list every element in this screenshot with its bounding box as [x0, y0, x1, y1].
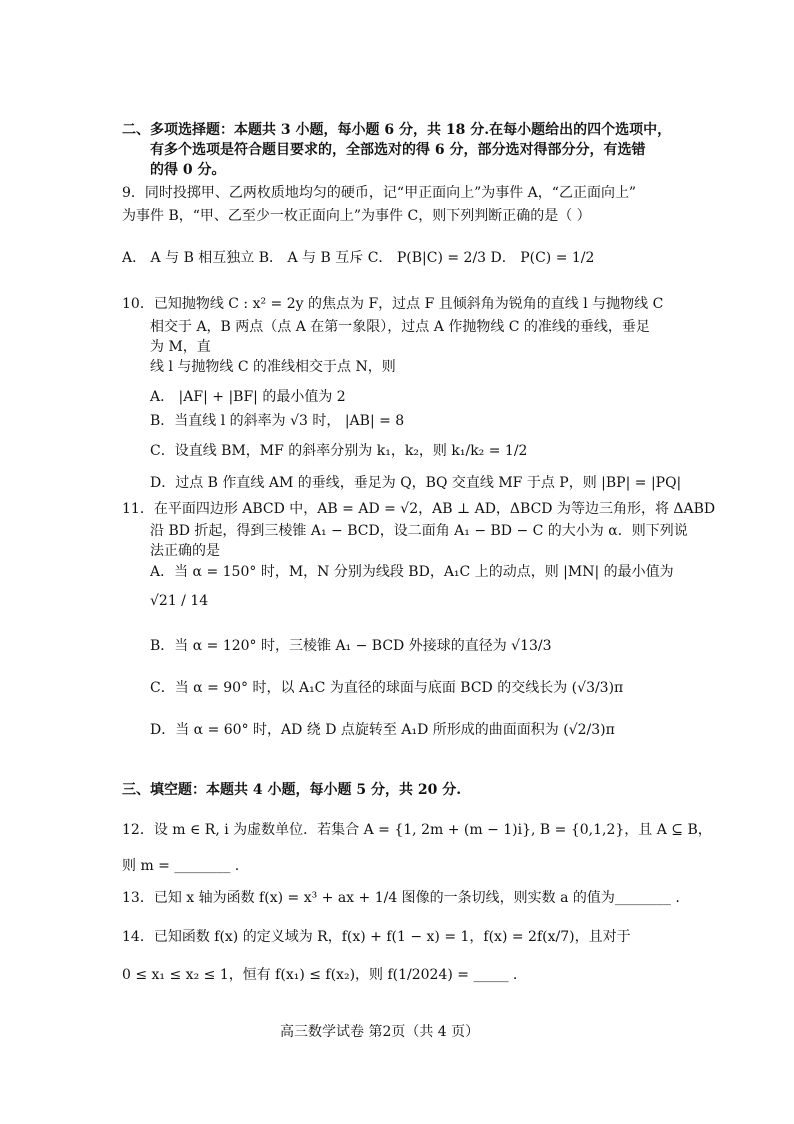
- question-11-option-a-line-1: A．当 α = 150° 时，M，N 分别为线段 BD，A₁C 上的动点，则 |MN| 的最小值为: [150, 564, 674, 580]
- section-2-header-line-1: 二、多项选择题：本题共 3 小题，每小题 6 分，共 18 分.在每小题给出的四个选项中，: [122, 122, 672, 138]
- question-14-line-1: 14．已知函数 f(x) 的定义域为 R，f(x) + f(1 − x) = 1，f(x) = 2f(x/7)，且对于: [122, 929, 631, 945]
- question-9-line-1: 9．同时投掷甲、乙两枚质地均匀的硬币，记“甲正面向上”为事件 A，“乙正面向上”: [122, 185, 637, 201]
- page-footer: 高三数学试卷 第2页（共 4 页）: [280, 1024, 480, 1040]
- question-10-option-d: D．过点 B 作直线 AM 的垂线，垂足为 Q，BQ 交直线 MF 于点 P，则 |BP| = |PQ|: [150, 475, 682, 491]
- question-9-options: A． A 与 B 相互独立 B． A 与 B 互斥 C． P(B|C) = 2/3 D． P(C) = 1/2: [122, 250, 595, 266]
- question-10-option-a: A． |AF| + |BF| 的最小值为 2: [150, 389, 346, 405]
- question-11-line-1: 11．在平面四边形 ABCD 中，AB = AD = √2，AB ⊥ AD，ΔBCD 为等边三角形，将 ΔABD: [122, 501, 716, 517]
- question-11-option-a-line-2: √21 / 14: [150, 593, 209, 609]
- section-2-header-line-3: 的得 0 分。: [150, 162, 226, 178]
- question-14-line-2: 0 ≤ x₁ ≤ x₂ ≤ 1，恒有 f(x₁) ≤ f(x₂)，则 f(1/2024) = _____ .: [122, 967, 518, 983]
- question-13-line-1: 13．已知 x 轴为函数 f(x) = x³ + ax + 1/4 图像的一条切线，则实数 a 的值为________ .: [122, 890, 680, 906]
- question-12-line-2: 则 m = ________ .: [122, 858, 240, 874]
- section-2-header-line-2: 有多个选项是符合题目要求的，全部选对的得 6 分，部分选对得部分分，有选错: [150, 142, 646, 158]
- question-9-line-2: 为事件 B，“甲、乙至少一枚正面向上”为事件 C，则下列判断正确的是（ ）: [122, 208, 591, 224]
- question-10-option-c: C．设直线 BM，MF 的斜率分别为 k₁，k₂，则 k₁/k₂ = 1/2: [150, 443, 528, 459]
- question-11-option-b: B．当 α = 120° 时，三棱锥 A₁ − BCD 外接球的直径为 √13/3: [150, 638, 552, 654]
- question-12-line-1: 12．设 m ∈ R, i 为虚数单位．若集合 A = {1, 2m + (m − 1)i}, B = {0,1,2}，且 A ⊆ B，: [122, 822, 712, 838]
- question-10-option-b: B．当直线 l 的斜率为 √3 时， |AB| = 8: [150, 413, 405, 429]
- section-3-header: 三、填空题：本题共 4 小题，每小题 5 分，共 20 分.: [122, 782, 462, 798]
- question-10-line-2: 相交于 A，B 两点（点 A 在第一象限），过点 A 作抛物线 C 的准线的垂线，垂足: [150, 319, 650, 335]
- question-11-option-c: C．当 α = 90° 时，以 A₁C 为直径的球面与底面 BCD 的交线长为 (√3/3)π: [150, 680, 624, 696]
- question-10-line-3: 为 M，直: [150, 339, 211, 355]
- question-11-option-d: D．当 α = 60° 时，AD 绕 D 点旋转至 A₁D 所形成的曲面面积为 (√2/3)π: [150, 722, 615, 738]
- question-10-line-1: 10．已知抛物线 C : x² = 2y 的焦点为 F，过点 F 且倾斜角为锐角的直线 l 与抛物线 C: [122, 296, 664, 312]
- question-11-line-3: 法正确的是: [150, 543, 220, 559]
- question-10-line-4: 线 l 与抛物线 C 的准线相交于点 N，则: [150, 359, 396, 375]
- question-11-line-2: 沿 BD 折起，得到三棱锥 A₁ − BCD，设二面角 A₁ − BD − C 的大小为 α．则下列说: [150, 523, 688, 539]
